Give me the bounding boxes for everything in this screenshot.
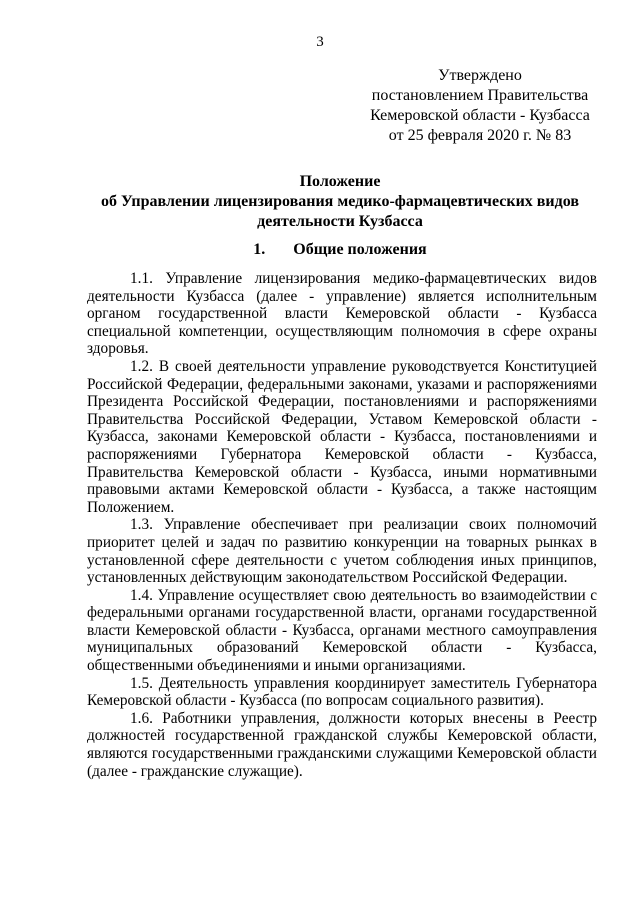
- paragraph: 1.4. Управление осуществляет свою деятельность во взаимодействии с федеральными органами государственной власти, органами государственной власти Кемеровской области - Кузбасса, органами местного самоуправления муниципальных образований Кемеровской области - Кузбасса, общественными объединениями и иными организациями.: [87, 586, 597, 675]
- paragraph: 1.3. Управление обеспечивает при реализации своих полномочий приоритет целей и задач по развитию конкуренции на товарных рынках в установленной сфере деятельности с учетом соблюдения иных принципов, установленных действующим законодательством Российской Федерации.: [87, 516, 597, 587]
- approval-line: Утверждено: [438, 67, 522, 84]
- paragraph: 1.6. Работники управления, должности которых внесены в Реестр должностей государственной гражданской службы Кемеровской области, являются государственными гражданскими служащими Кемеровской области (далее - гражданские служащие).: [87, 709, 597, 780]
- approval-line: Кемеровской области - Кузбасса: [370, 107, 590, 124]
- section-heading: [80, 240, 600, 260]
- title-line: Положение: [299, 173, 381, 190]
- section-number: 1.: [253, 241, 266, 258]
- document-title: [80, 172, 600, 232]
- paragraph: 1.1. Управление лицензирования медико-фармацевтических видов деятельности Кузбасса (далее - управление) является исполнительным органом государственной власти Кемеровской области - Кузбасса специальной компетенции, осуществляющим полномочия в сфере охраны здоровья.: [87, 270, 597, 358]
- paragraph: 1.5. Деятельность управления координирует заместитель Губернатора Кемеровской области - Кузбасса (по вопросам социального развития).: [87, 674, 597, 710]
- section-title: Общие положения: [293, 241, 427, 258]
- title-line: об Управлении лицензирования медико-фармацевтических видов: [101, 193, 579, 210]
- paragraph: 1.2. В своей деятельности управление руководствуется Конституцией Российской Федерации, федеральными законами, указами и распоряжениями Президента Российской Федерации, постановлениями и распоряжениями Правительства Российской Федерации, Уставом Кемеровской области - Кузбасса, законами Кемеровской области - Кузбасса, постановлениями и распоряжениями Губернатора Кемеровской области - Кузбасса, Правительства Кемеровской области - Кузбасса, иными нормативными правовыми актами Кемеровской области - Кузбасса, а также настоящим Положением.: [87, 357, 597, 516]
- document-body: [87, 270, 597, 780]
- approval-line: постановлением Правительства: [371, 87, 589, 104]
- approval-line: от 25 февраля 2020 г. № 83: [388, 127, 572, 144]
- page-number: 3: [316, 34, 324, 50]
- approval-stamp: [360, 66, 600, 146]
- title-line: деятельности Кузбасса: [257, 213, 423, 230]
